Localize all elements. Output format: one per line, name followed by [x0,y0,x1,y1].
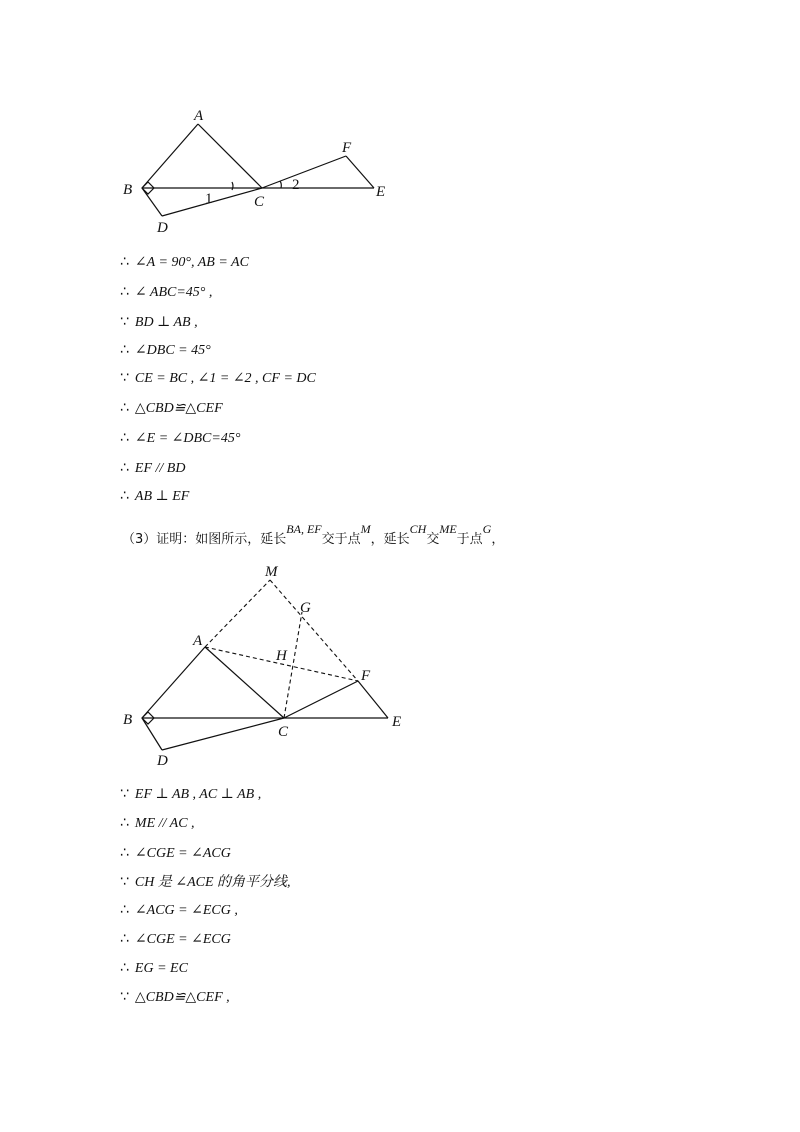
segment-bd [142,188,162,216]
proof2-line: ∴ ∠CGE = ∠ECG [120,931,231,947]
proof2-line: ∴ EG = EC [120,960,188,976]
figure-1 [0,0,800,250]
label-h: H [276,648,287,664]
label-m: M [265,564,278,580]
proof2-line: ∴ ∠ACG = ∠ECG , [120,902,238,918]
right-angle-mark-b [142,712,154,724]
segment-fe [358,681,388,718]
label-c: C [254,194,265,210]
label-f: F [342,140,352,156]
label-g: G [300,600,311,616]
label-f: F [361,668,371,684]
proof1-line: ∵ CE = BC , ∠1 = ∠2 , CF = DC [120,370,316,386]
label-e: E [392,714,402,730]
segment-ac [198,124,262,188]
segment-fe [346,156,374,188]
label-d: D [157,753,168,769]
proof2-line: ∵ △CBD≌△CEF , [120,989,230,1005]
segment-cf [284,681,358,718]
label-b: B [123,182,133,198]
proof1-line: ∵ BD ⊥ AB , [120,314,198,330]
proof1-line: ∴ ∠E = ∠DBC=45° [120,430,241,446]
proof1-line: ∴ △CBD≌△CEF [120,400,223,416]
dashed-mf [270,580,358,681]
dashed-cg [284,612,302,718]
label-c: C [278,724,289,740]
segment-ac [205,647,284,718]
angle-1-arc [232,182,233,190]
label-a: A [193,633,203,649]
label-angle-1: 1 [205,191,213,207]
proof1-line: ∴ AB ⊥ EF [120,488,190,504]
label-angle-2: 2 [292,177,300,193]
segment-ab [142,124,198,188]
proof1-line: ∴ ∠ ABC=45° , [120,284,213,300]
segment-ba [142,647,205,718]
proof2-line: ∵ CH 是 ∠ACE 的角平分线, [120,874,291,890]
proof2-line: ∴ ME // AC , [120,815,195,831]
dashed-af [205,647,358,681]
label-b: B [123,712,133,728]
label-a: A [194,108,204,124]
proof2-line: ∴ ∠CGE = ∠ACG [120,845,231,861]
part3-intro: （3）证明：如图所示，延长BA, EF交于点M，延长CH交ME于点G， [122,522,505,547]
proof1-line: ∴ ∠DBC = 45° [120,342,211,358]
angle-2-arc [280,181,281,188]
dashed-am [205,580,270,647]
proof1-line: ∴ ∠A = 90°, AB = AC [120,254,249,270]
proof1-line: ∴ EF // BD [120,460,186,476]
segment-cf [262,156,346,188]
proof2-line: ∵ EF ⊥ AB , AC ⊥ AB , [120,786,262,802]
label-d: D [157,220,168,236]
segment-dc [162,718,284,750]
label-e: E [376,184,386,200]
segment-bd [142,718,162,750]
